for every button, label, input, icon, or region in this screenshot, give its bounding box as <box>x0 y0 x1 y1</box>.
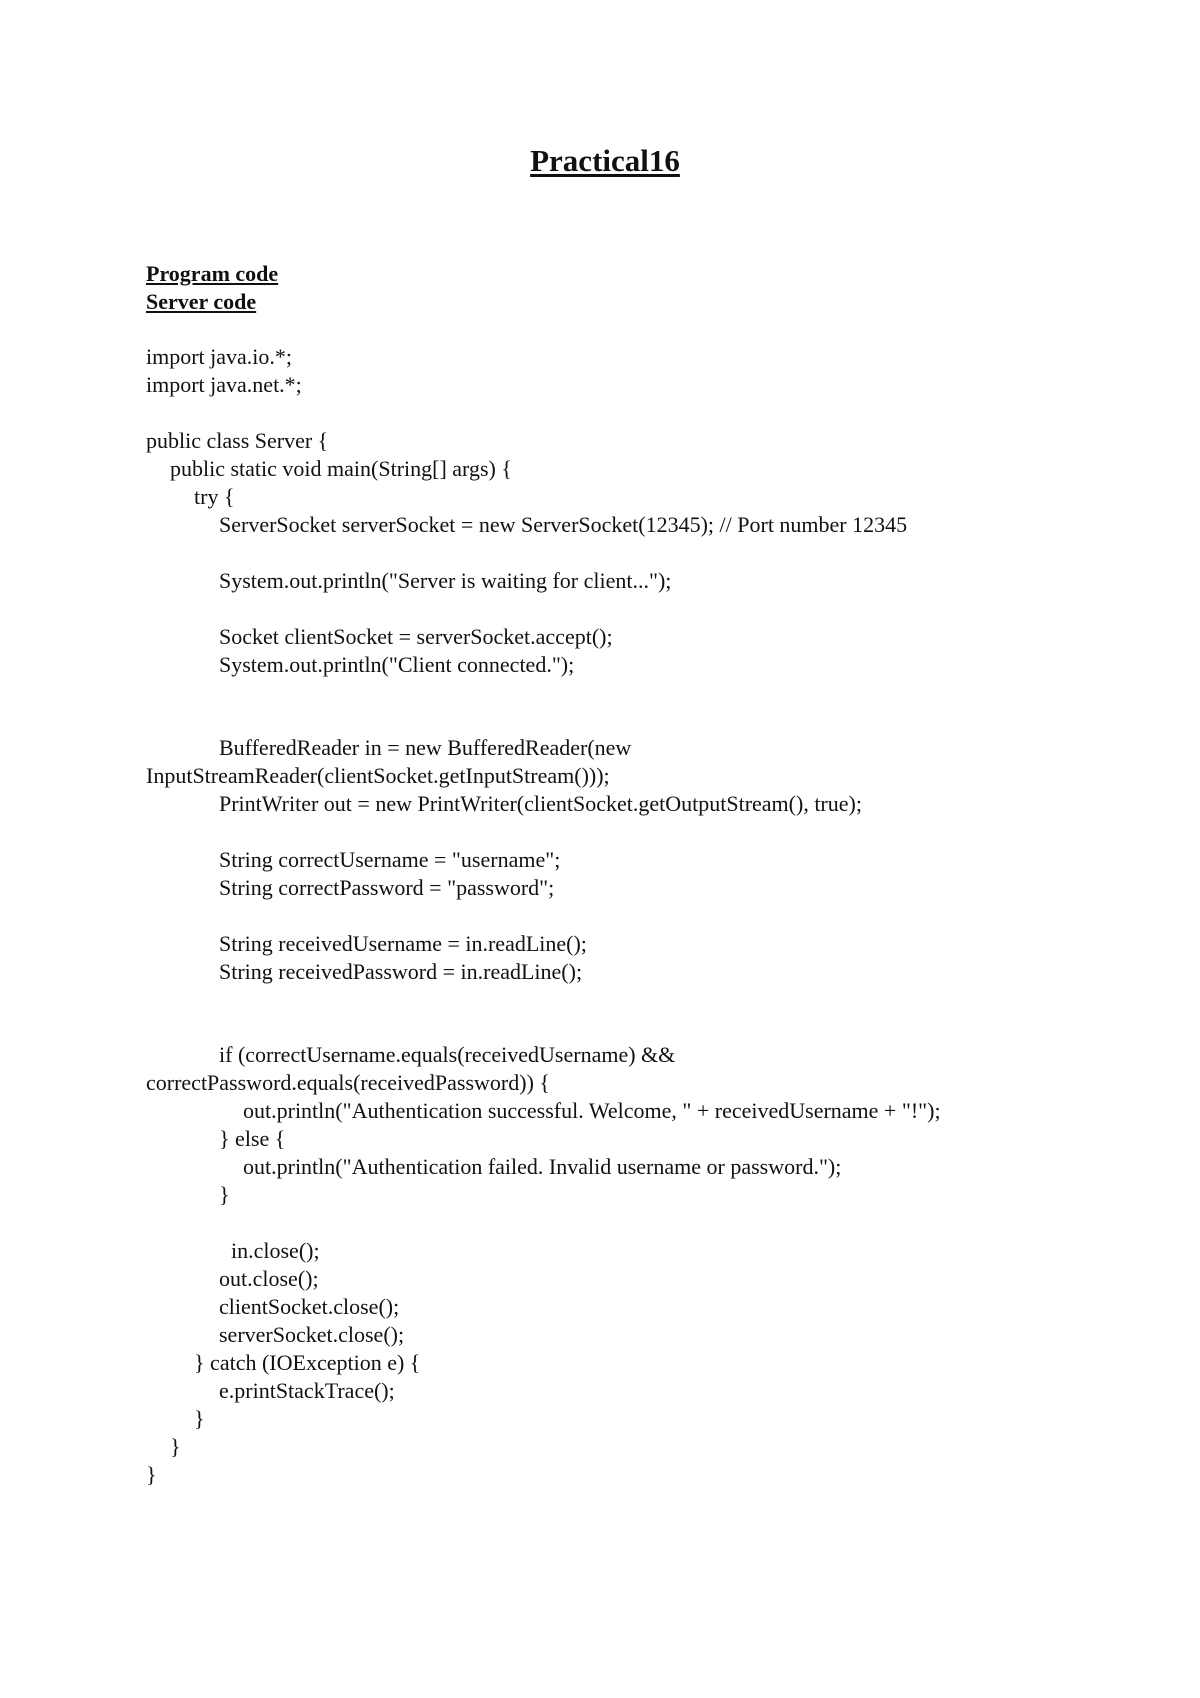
code-line: String correctUsername = "username"; <box>219 847 561 872</box>
code-line: e.printStackTrace(); <box>219 1378 395 1403</box>
code-line: InputStreamReader(clientSocket.getInputStream())); <box>146 763 610 788</box>
code-line: } else { <box>219 1126 286 1151</box>
code-line: } <box>146 1462 157 1487</box>
code-line: } catch (IOException e) { <box>194 1350 421 1375</box>
code-line: correctPassword.equals(receivedPassword)) { <box>146 1070 550 1095</box>
code-line: Socket clientSocket = serverSocket.accept(); <box>219 624 613 649</box>
code-line: PrintWriter out = new PrintWriter(clientSocket.getOutputStream(), true); <box>219 791 862 816</box>
code-line: public class Server { <box>146 428 329 453</box>
code-line: BufferedReader in = new BufferedReader(new <box>219 735 632 760</box>
code-line: import java.io.*; <box>146 344 293 369</box>
server-code-heading: Server code <box>146 289 257 314</box>
code-line: out.close(); <box>219 1266 319 1291</box>
code-line: in.close(); <box>231 1238 320 1263</box>
code-line: import java.net.*; <box>146 372 302 397</box>
code-line: out.println("Authentication successful. Welcome, " + receivedUsername + "!"); <box>243 1098 941 1123</box>
program-code-heading: Program code <box>146 261 279 286</box>
page-title: Practical16 <box>530 143 680 178</box>
code-line: String receivedPassword = in.readLine(); <box>219 959 583 984</box>
code-line: out.println("Authentication failed. Invalid username or password."); <box>243 1154 842 1179</box>
code-line: try { <box>194 484 235 509</box>
code-line: public static void main(String[] args) { <box>170 456 512 481</box>
code-line: } <box>194 1406 205 1431</box>
code-line: } <box>170 1434 181 1459</box>
code-line: clientSocket.close(); <box>219 1294 400 1319</box>
code-line: ServerSocket serverSocket = new ServerSocket(12345); // Port number 12345 <box>219 512 908 537</box>
code-line: } <box>219 1182 230 1207</box>
code-line: System.out.println("Server is waiting for client..."); <box>219 568 672 593</box>
code-line: if (correctUsername.equals(receivedUsername) && <box>219 1042 676 1067</box>
code-line: serverSocket.close(); <box>219 1322 405 1347</box>
code-line: String receivedUsername = in.readLine(); <box>219 931 587 956</box>
code-line: String correctPassword = "password"; <box>219 875 555 900</box>
code-line: System.out.println("Client connected."); <box>219 652 575 677</box>
